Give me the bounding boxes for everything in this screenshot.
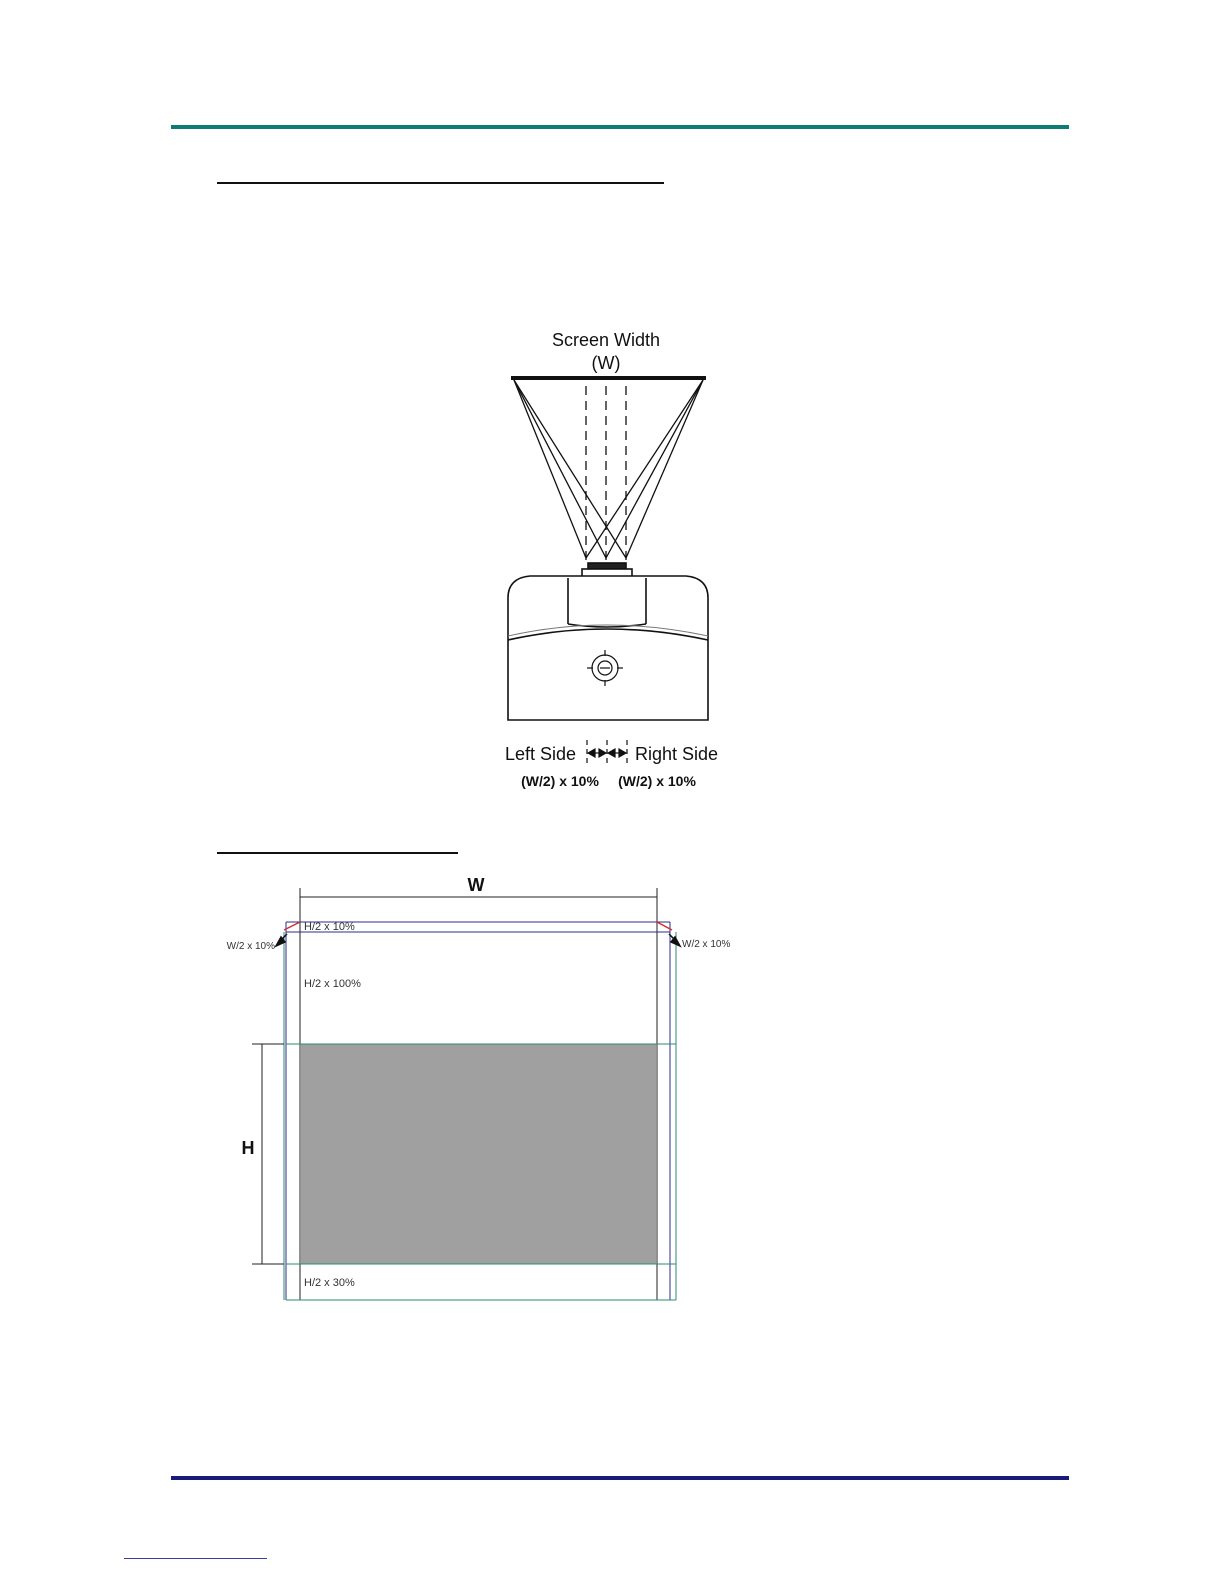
- projected-image-area: [301, 1044, 656, 1264]
- corner-arrows: [276, 934, 680, 946]
- right-shift-label: W/2 x 10%: [682, 939, 731, 950]
- height-label: H: [241, 1138, 255, 1158]
- screen-width-symbol: (W): [591, 353, 621, 373]
- left-side-value: (W/2) x 10%: [521, 773, 599, 789]
- height-dimension: [252, 1044, 284, 1264]
- right-side-label: Right Side: [635, 744, 719, 764]
- screen-width-label: Screen Width: [551, 330, 661, 350]
- width-label: W: [467, 875, 485, 895]
- lower-shift-label: H/2 x 30%: [304, 1277, 355, 1289]
- left-shift-label: W/2 x 10%: [226, 941, 275, 952]
- right-side-value: (W/2) x 10%: [618, 773, 696, 789]
- top-offset-label: H/2 x 10%: [304, 921, 355, 933]
- left-side-label: Left Side: [504, 744, 576, 764]
- upper-shift-label: H/2 x 100%: [304, 978, 361, 990]
